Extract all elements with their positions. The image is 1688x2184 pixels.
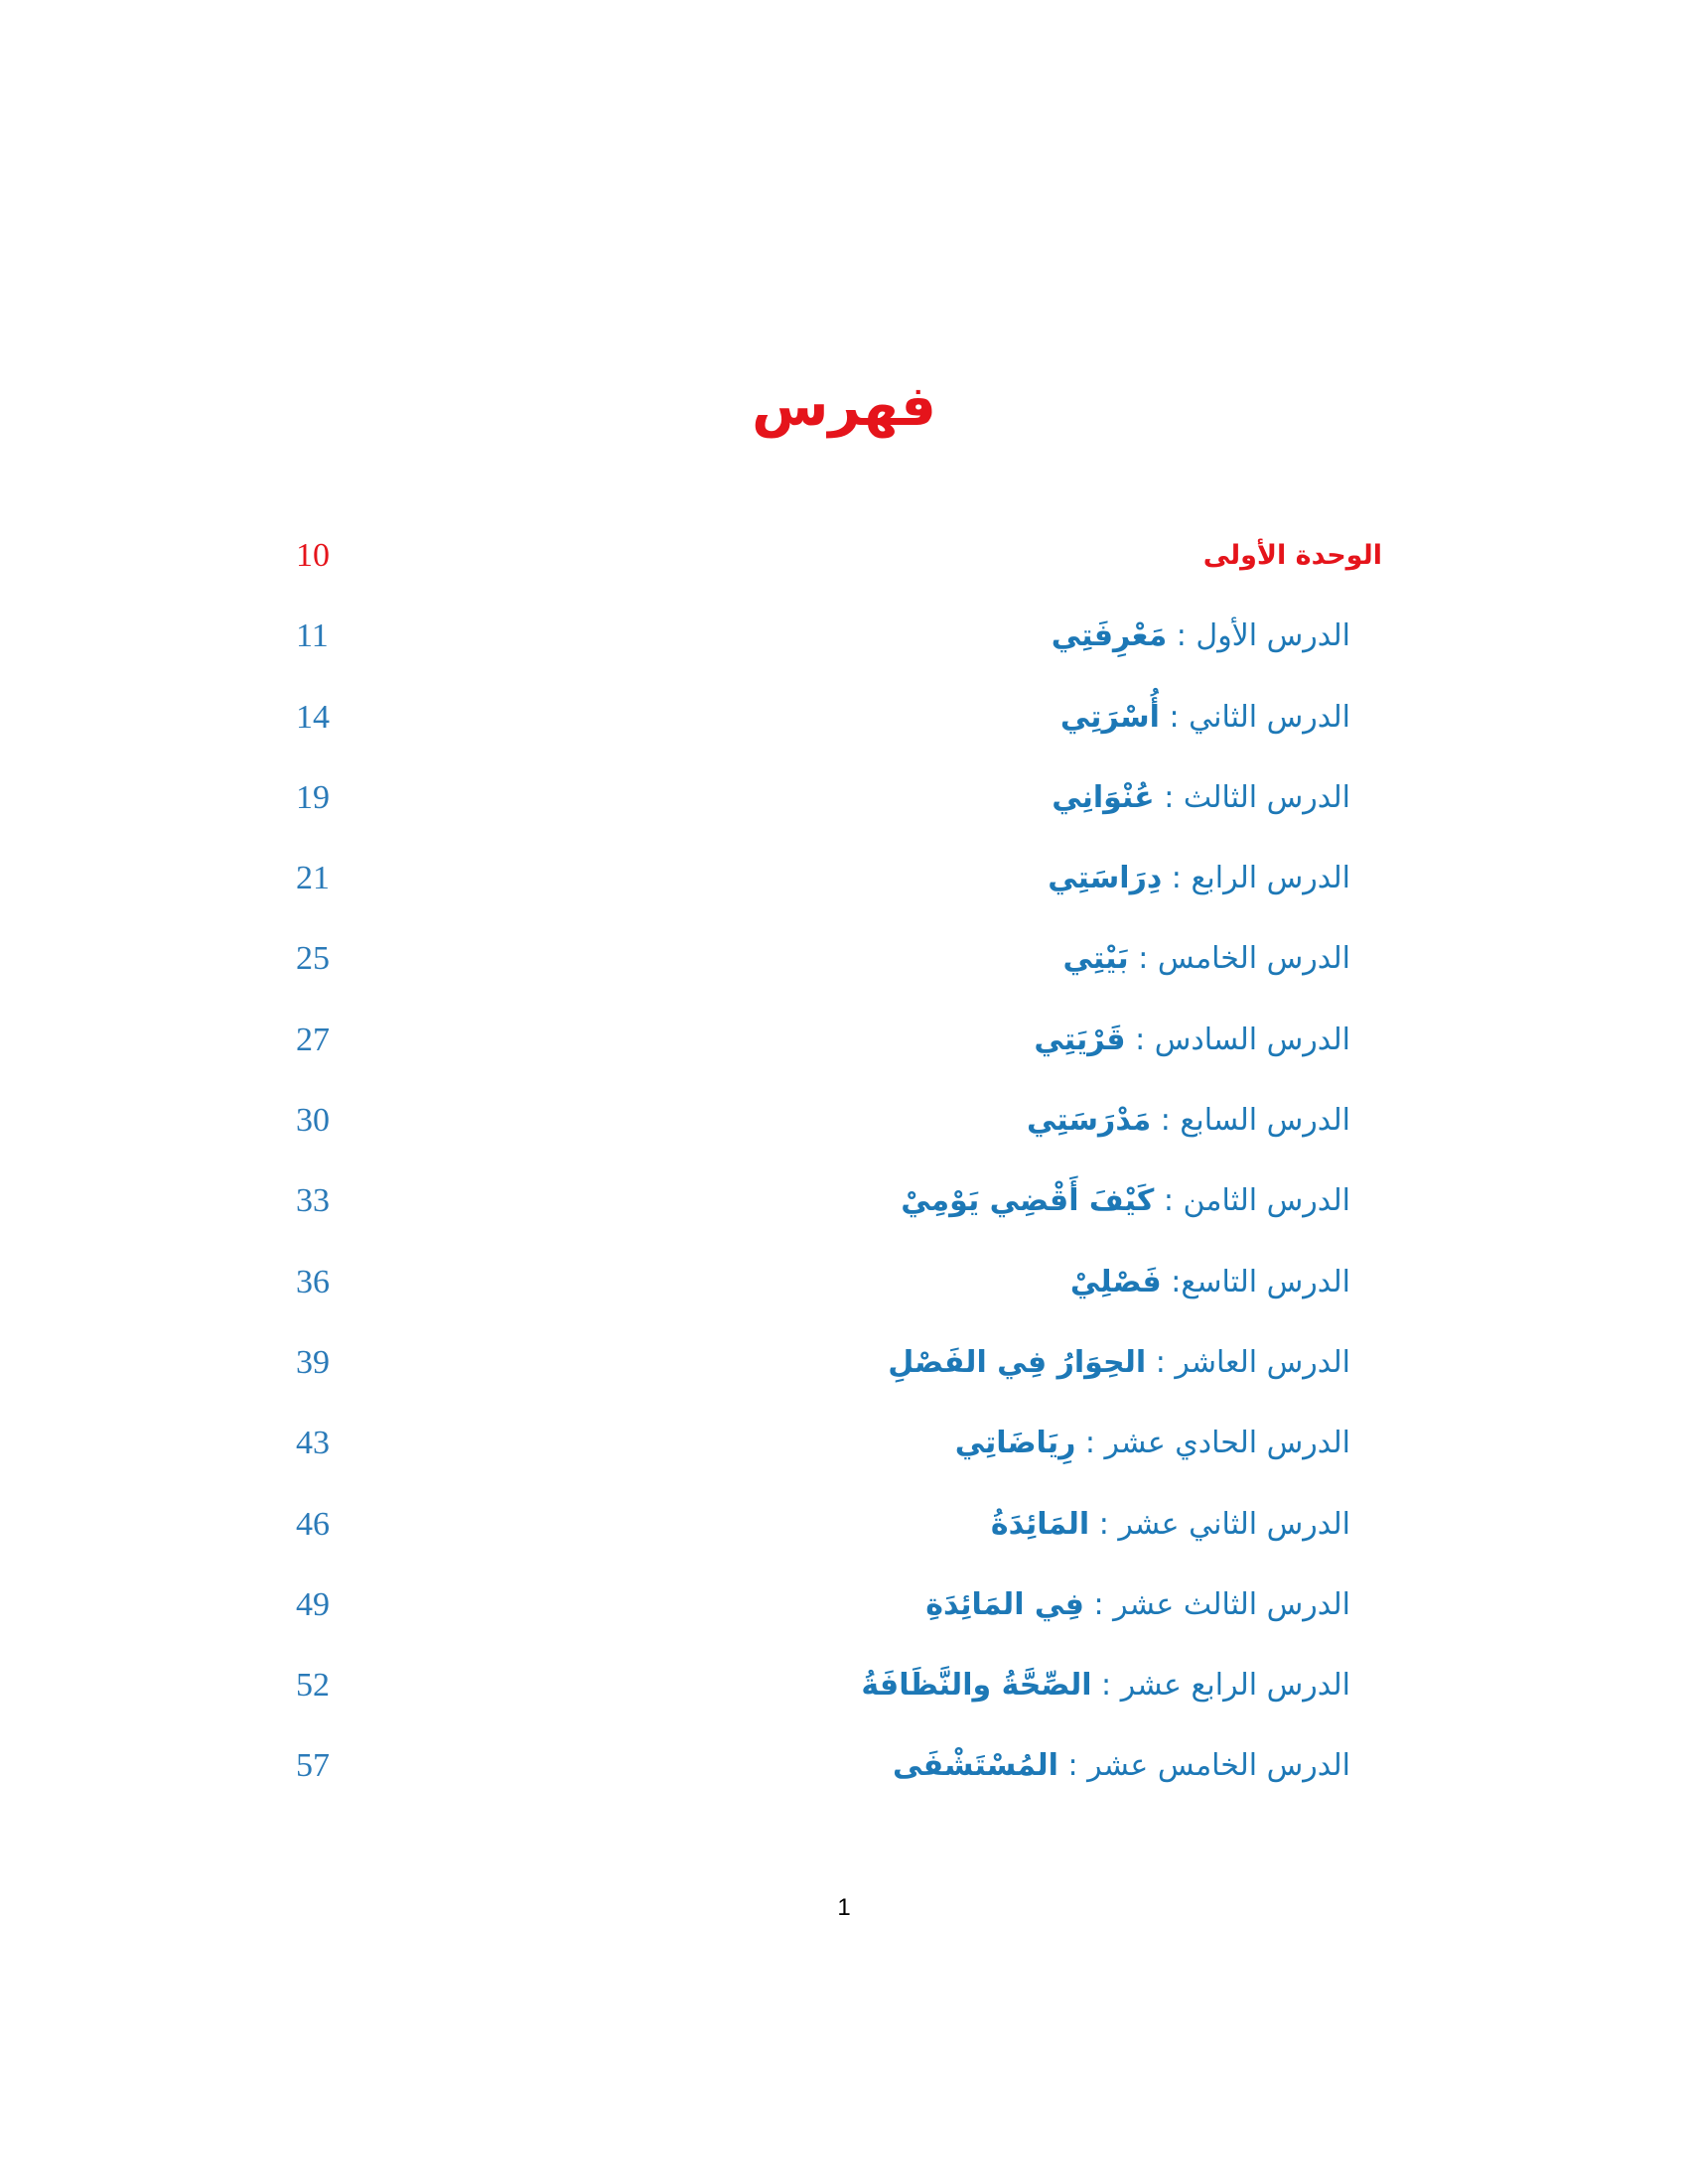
lesson-name: فَصْلِيْ xyxy=(1069,1264,1162,1299)
lesson-prefix: الدرس الثاني : xyxy=(1169,699,1350,735)
lesson-page-number: 19 xyxy=(296,778,330,816)
toc-lesson-row[interactable] xyxy=(0,605,1688,685)
lesson-name: كَيْفَ أَقْضِي يَوْمِيْ xyxy=(901,1183,1155,1219)
toc-lesson-row[interactable] xyxy=(0,766,1688,847)
toc-lesson-row[interactable] xyxy=(0,1251,1688,1331)
lesson-page-number: 36 xyxy=(296,1263,330,1300)
lesson-name: فِي المَائِدَةِ xyxy=(925,1586,1084,1622)
lesson-page-number: 46 xyxy=(296,1505,330,1543)
lesson-prefix: الدرس الرابع عشر : xyxy=(1101,1668,1350,1704)
lesson-page-number: 27 xyxy=(296,1021,330,1058)
lesson-prefix: الدرس الرابع : xyxy=(1171,861,1350,896)
toc-lesson-row[interactable] xyxy=(0,686,1688,766)
page-number: 1 xyxy=(837,1894,851,1921)
lesson-label xyxy=(1052,774,1350,822)
lesson-label xyxy=(1060,694,1350,742)
toc-lesson-row[interactable] xyxy=(0,847,1688,927)
lesson-label xyxy=(888,1339,1350,1387)
lesson-prefix: الدرس الخامس : xyxy=(1138,941,1350,977)
toc-lesson-row[interactable] xyxy=(0,1412,1688,1492)
lesson-prefix: الدرس العاشر : xyxy=(1155,1344,1350,1380)
toc-lesson-row[interactable] xyxy=(0,1331,1688,1412)
lesson-label xyxy=(955,1420,1350,1467)
toc-lesson-row[interactable] xyxy=(0,1573,1688,1654)
lesson-prefix: الدرس الثامن : xyxy=(1163,1183,1350,1219)
unit-page-number: 10 xyxy=(296,537,330,574)
lesson-name: المُسْتَشْفَى xyxy=(892,1748,1058,1784)
lesson-prefix: الدرس الثاني عشر : xyxy=(1098,1506,1350,1542)
toc-unit-row[interactable] xyxy=(0,524,1688,605)
lesson-label xyxy=(861,1662,1350,1709)
toc-lesson-row[interactable] xyxy=(0,1169,1688,1250)
lesson-page-number: 25 xyxy=(296,940,330,978)
lesson-name: قَرْيَتِي xyxy=(1034,1022,1126,1057)
lesson-page-number: 57 xyxy=(296,1747,330,1785)
lesson-page-number: 39 xyxy=(296,1343,330,1381)
lesson-label xyxy=(1027,1097,1350,1145)
lesson-name: الصِّحَّةُ والنَّظَافَةُ xyxy=(861,1668,1092,1704)
lesson-prefix: الدرس الثالث عشر : xyxy=(1093,1586,1350,1622)
lesson-name: عُنْوَانِي xyxy=(1052,779,1155,815)
toc-lesson-row[interactable] xyxy=(0,927,1688,1008)
page-title: فهرس xyxy=(752,374,936,439)
lesson-label xyxy=(1048,855,1350,902)
lesson-page-number: 49 xyxy=(296,1585,330,1623)
lesson-name: مَعْرِفَتِي xyxy=(1051,618,1168,654)
lesson-name: الحِوَارُ فِي الفَصْلِ xyxy=(888,1344,1147,1380)
lesson-label xyxy=(1063,935,1350,983)
lesson-name: بَيْتِي xyxy=(1062,941,1129,977)
toc-lesson-row[interactable] xyxy=(0,1734,1688,1815)
lesson-label xyxy=(1034,1017,1350,1064)
toc-lesson-row[interactable] xyxy=(0,1654,1688,1734)
lesson-prefix: الدرس الخامس عشر : xyxy=(1067,1748,1350,1784)
toc-lesson-row[interactable] xyxy=(0,1089,1688,1169)
lesson-prefix: الدرس التاسع: xyxy=(1171,1264,1350,1299)
lesson-page-number: 43 xyxy=(296,1425,330,1462)
lesson-name: أُسْرَتِي xyxy=(1059,699,1160,735)
lesson-label xyxy=(925,1581,1350,1629)
unit-title: الوحدة الأولى xyxy=(1202,540,1382,571)
lesson-page-number: 21 xyxy=(296,860,330,897)
toc-lesson-row[interactable] xyxy=(0,1493,1688,1573)
lesson-page-number: 14 xyxy=(296,698,330,736)
lesson-name: رِيَاضَاتِي xyxy=(954,1426,1076,1461)
lesson-prefix: الدرس الأول : xyxy=(1176,618,1350,654)
lesson-name: دِرَاسَتِي xyxy=(1048,861,1163,896)
lesson-label xyxy=(1052,613,1350,660)
lesson-label xyxy=(901,1177,1350,1225)
lesson-prefix: الدرس السادس : xyxy=(1135,1022,1350,1057)
lesson-page-number: 33 xyxy=(296,1182,330,1220)
lesson-page-number: 11 xyxy=(296,617,329,655)
lesson-page-number: 52 xyxy=(296,1667,330,1705)
table-of-contents xyxy=(0,524,1688,1816)
lesson-prefix: الدرس الحادي عشر : xyxy=(1084,1426,1350,1461)
lesson-label xyxy=(1070,1259,1350,1306)
toc-lesson-row[interactable] xyxy=(0,1009,1688,1089)
lesson-label xyxy=(893,1742,1350,1790)
lesson-name: مَدْرَسَتِي xyxy=(1026,1103,1152,1139)
lesson-name: المَائِدَةُ xyxy=(990,1506,1090,1542)
lesson-page-number: 30 xyxy=(296,1102,330,1140)
lesson-label xyxy=(991,1501,1350,1549)
lesson-prefix: الدرس السابع : xyxy=(1160,1103,1350,1139)
lesson-prefix: الدرس الثالث : xyxy=(1164,779,1350,815)
